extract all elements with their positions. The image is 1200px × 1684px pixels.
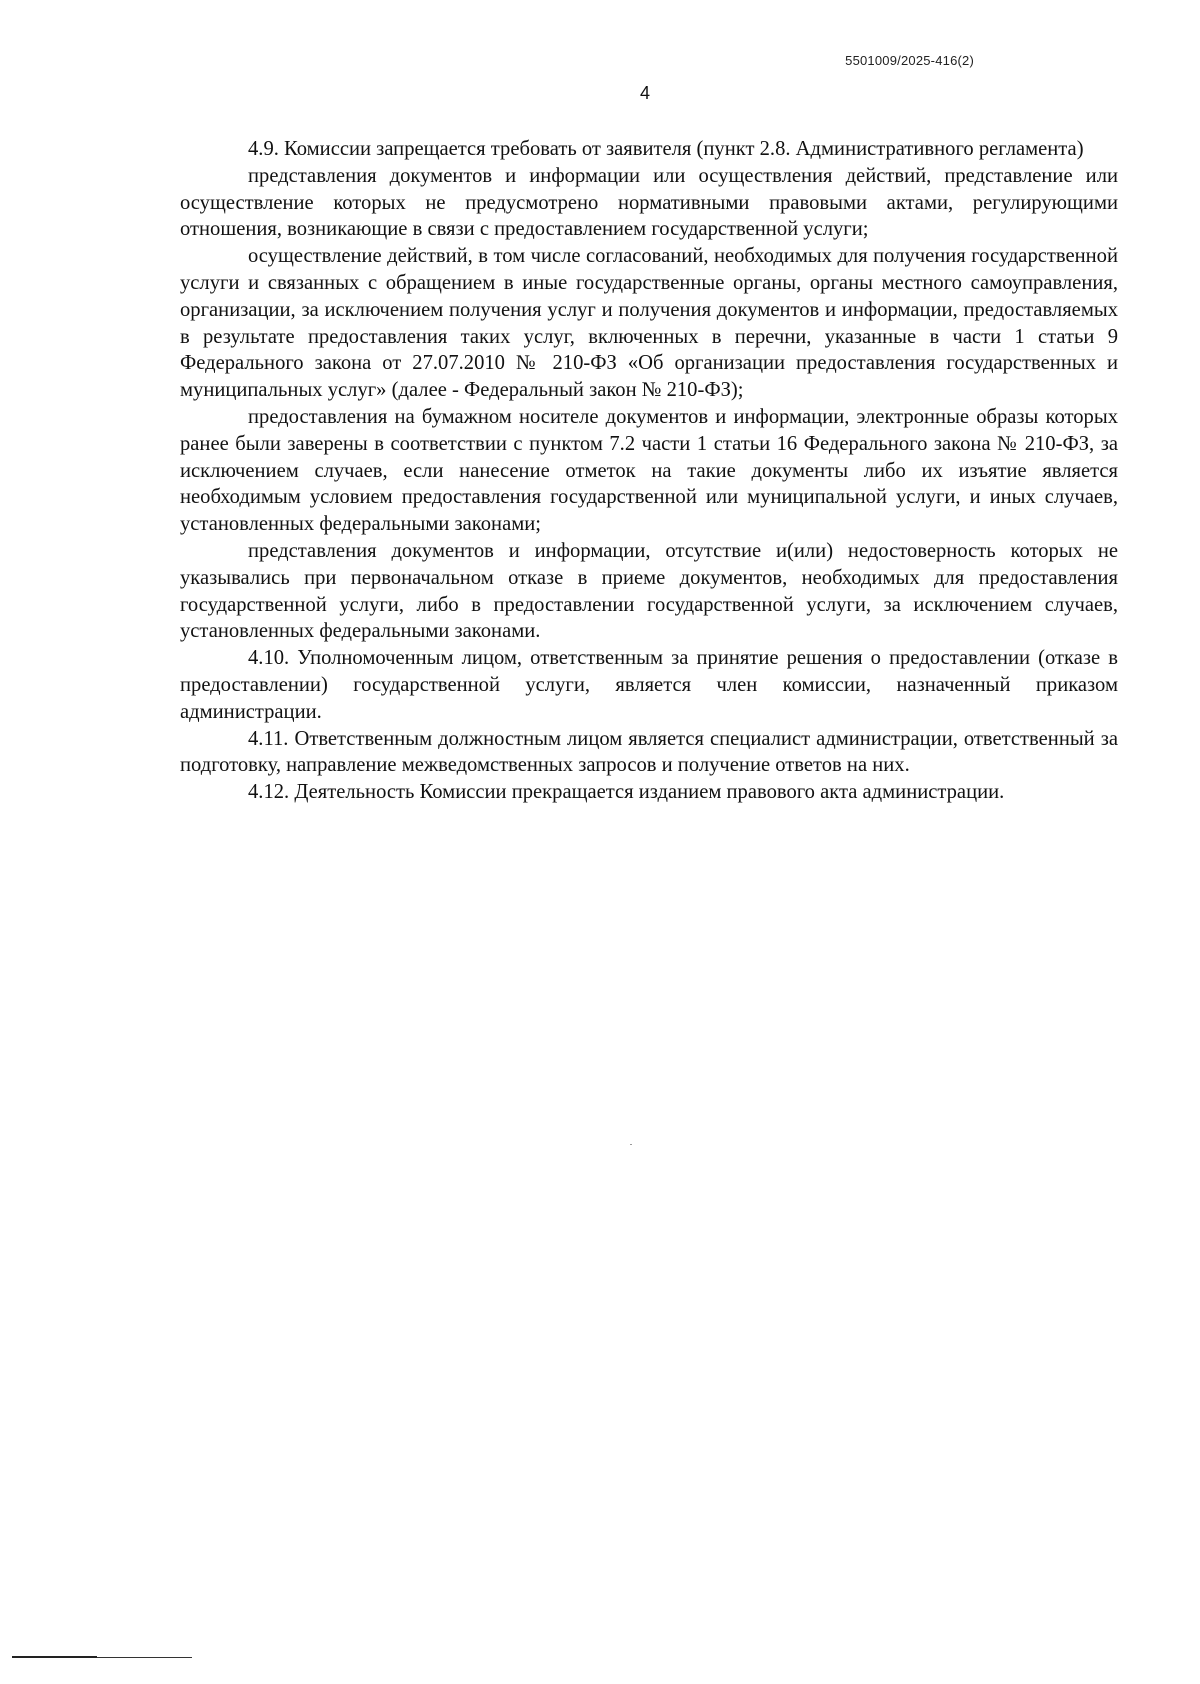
paragraph-item-unmentioned-documents: представления документов и информации, отсутствие и(или) недостоверность которых не указывались при первоначальном отказе в приеме документов, необходимых для предоставления государственной услуги, либо в предоставлении государственной услуги, за исключением случаев, установленных федеральными законами.	[180, 539, 1118, 643]
paragraph-4-12: 4.12. Деятельность Комиссии прекращается изданием правового акта администрации.	[248, 781, 1005, 804]
paragraph-4-10: 4.10. Уполномоченным лицом, ответственным за принятие решения о предоставлении (отказе в предоставлении) государственной услуги, является член комиссии, назначенный приказом администрации.	[180, 647, 1118, 723]
footnote-rule-thick-segment	[12, 1656, 97, 1658]
scan-speck	[630, 1144, 632, 1145]
paragraph-item-actions: осуществление действий, в том числе согласований, необходимых для получения государственной услуги и связанных с обращением в иные государственные органы, органы местного самоуправления, организации, за исключением получения услуг и получения документов и информации, предоставляемых в результате предоставления таких услуг, включенных в перечни, указанные в части 1 статьи 9 Федерального закона от 27.07.2010 № 210-ФЗ «Об организации предоставления государственных и муниципальных услуг» (далее - Федеральный закон № 210-ФЗ);	[180, 245, 1118, 402]
paragraph-4-11: 4.11. Ответственным должностным лицом является специалист администрации, ответственный за подготовку, направление межведомственных запросов и получение ответов на них.	[180, 727, 1118, 777]
paragraph-item-paper-documents: предоставления на бумажном носителе документов и информации, электронные образы которых ранее были заверены в соответствии с пунктом 7.2 части 1 статьи 16 Федерального закона № 210-ФЗ, за исключением случаев, если нанесение отметок на такие документы либо их изъятие является необходимым условием предоставления государственной или муниципальной услуги, и иных случаев, установленных федеральными законами;	[180, 405, 1118, 536]
footnote-rule	[12, 1657, 192, 1658]
paragraph-item-documents: представления документов и информации или осуществления действий, представление или осуществление которых не предусмотрено нормативными правовыми актами, регулирующими отношения, возникающие в связи с предоставлением государственной услуги;	[180, 164, 1118, 241]
page-number: 4	[639, 83, 650, 103]
document-body	[180, 136, 1118, 806]
paragraph-4-9: 4.9. Комиссии запрещается требовать от заявителя (пункт 2.8. Административного регламента)	[248, 138, 1084, 160]
document-registration-number: 5501009/2025-416(2)	[845, 53, 974, 68]
